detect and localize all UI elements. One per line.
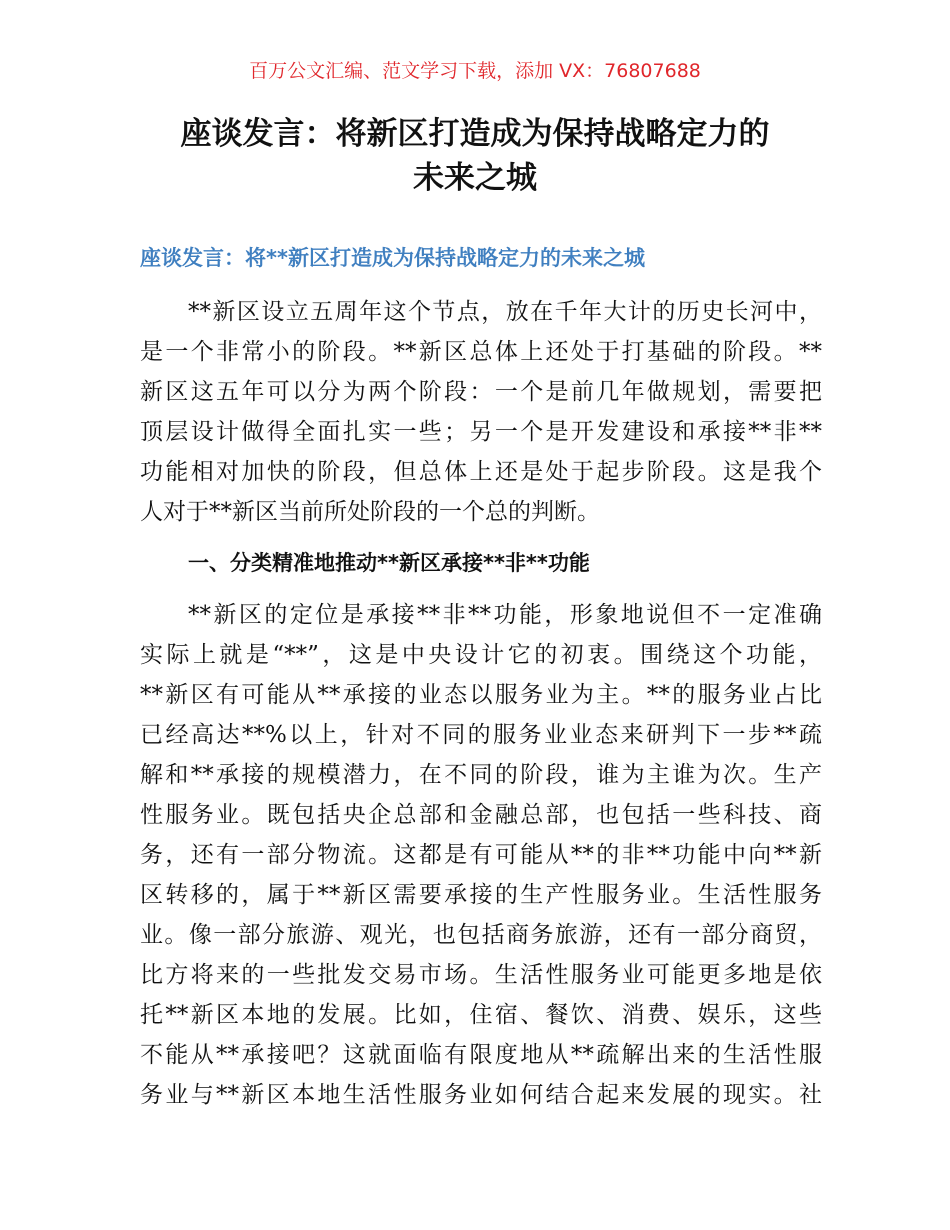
text-line: 区转移的，属于**新区需要承接的生产性服务业。生活性服务 bbox=[140, 882, 822, 908]
document-title bbox=[0, 112, 950, 200]
text-line: 新区这五年可以分为两个阶段：一个是前几年做规划，需要把 bbox=[140, 379, 822, 405]
text-line: 是一个非常小的阶段。**新区总体上还处于打基础的阶段。** bbox=[140, 339, 822, 365]
text-line: 不能从**承接吧？这就面临有限度地从**疏解出来的生活性服 bbox=[140, 1042, 822, 1068]
paragraph-1 bbox=[140, 292, 822, 532]
section-heading: 一、分类精准地推动**新区承接**非**功能 bbox=[188, 551, 590, 575]
text-line: 比方将来的一些批发交易市场。生活性服务业可能更多地是依 bbox=[140, 962, 822, 988]
text-line: 已经高达**%以上，针对不同的服务业业态来研判下一步**疏 bbox=[140, 722, 822, 748]
text-line: 实际上就是“**”，这是中央设计它的初衷。围绕这个功能， bbox=[140, 642, 822, 668]
text-line: 功能相对加快的阶段，但总体上还是处于起步阶段。这是我个 bbox=[140, 459, 822, 485]
text-line: 顶层设计做得全面扎实一些；另一个是开发建设和承接**非** bbox=[140, 419, 822, 445]
text-line: **新区有可能从**承接的业态以服务业为主。**的服务业占比 bbox=[140, 682, 822, 708]
text-line: **新区的定位是承接**非**功能，形象地说但不一定准确 bbox=[188, 602, 822, 628]
text-line: 务业与**新区本地生活性服务业如何结合起来发展的现实。社 bbox=[140, 1082, 822, 1108]
text-line: 性服务业。既包括央企总部和金融总部，也包括一些科技、商 bbox=[140, 802, 822, 828]
paragraph-2 bbox=[140, 595, 822, 1115]
text-line: 业。像一部分旅游、观光，也包括商务旅游，还有一部分商贸， bbox=[140, 922, 822, 948]
text-line: 务，还有一部分物流。这都是有可能从**的非**功能中向**新 bbox=[140, 842, 822, 868]
document-subtitle: 座谈发言：将**新区打造成为保持战略定力的未来之城 bbox=[140, 246, 645, 270]
text-line: 人对于**新区当前所处阶段的一个总的判断。 bbox=[140, 499, 600, 525]
text-line: 托**新区本地的发展。比如，住宿、餐饮、消费、娱乐，这些 bbox=[140, 1002, 822, 1028]
text-line: **新区设立五周年这个节点，放在千年大计的历史长河中， bbox=[188, 299, 822, 325]
text-line: 解和**承接的规模潜力，在不同的阶段，谁为主谁为次。生产 bbox=[140, 762, 822, 788]
title-line-1: 座谈发言：将新区打造成为保持战略定力的 bbox=[180, 116, 770, 152]
watermark-banner: 百万公文汇编、范文学习下载，添加 VX：76807688 bbox=[249, 60, 701, 82]
title-line-2: 未来之城 bbox=[413, 160, 537, 196]
